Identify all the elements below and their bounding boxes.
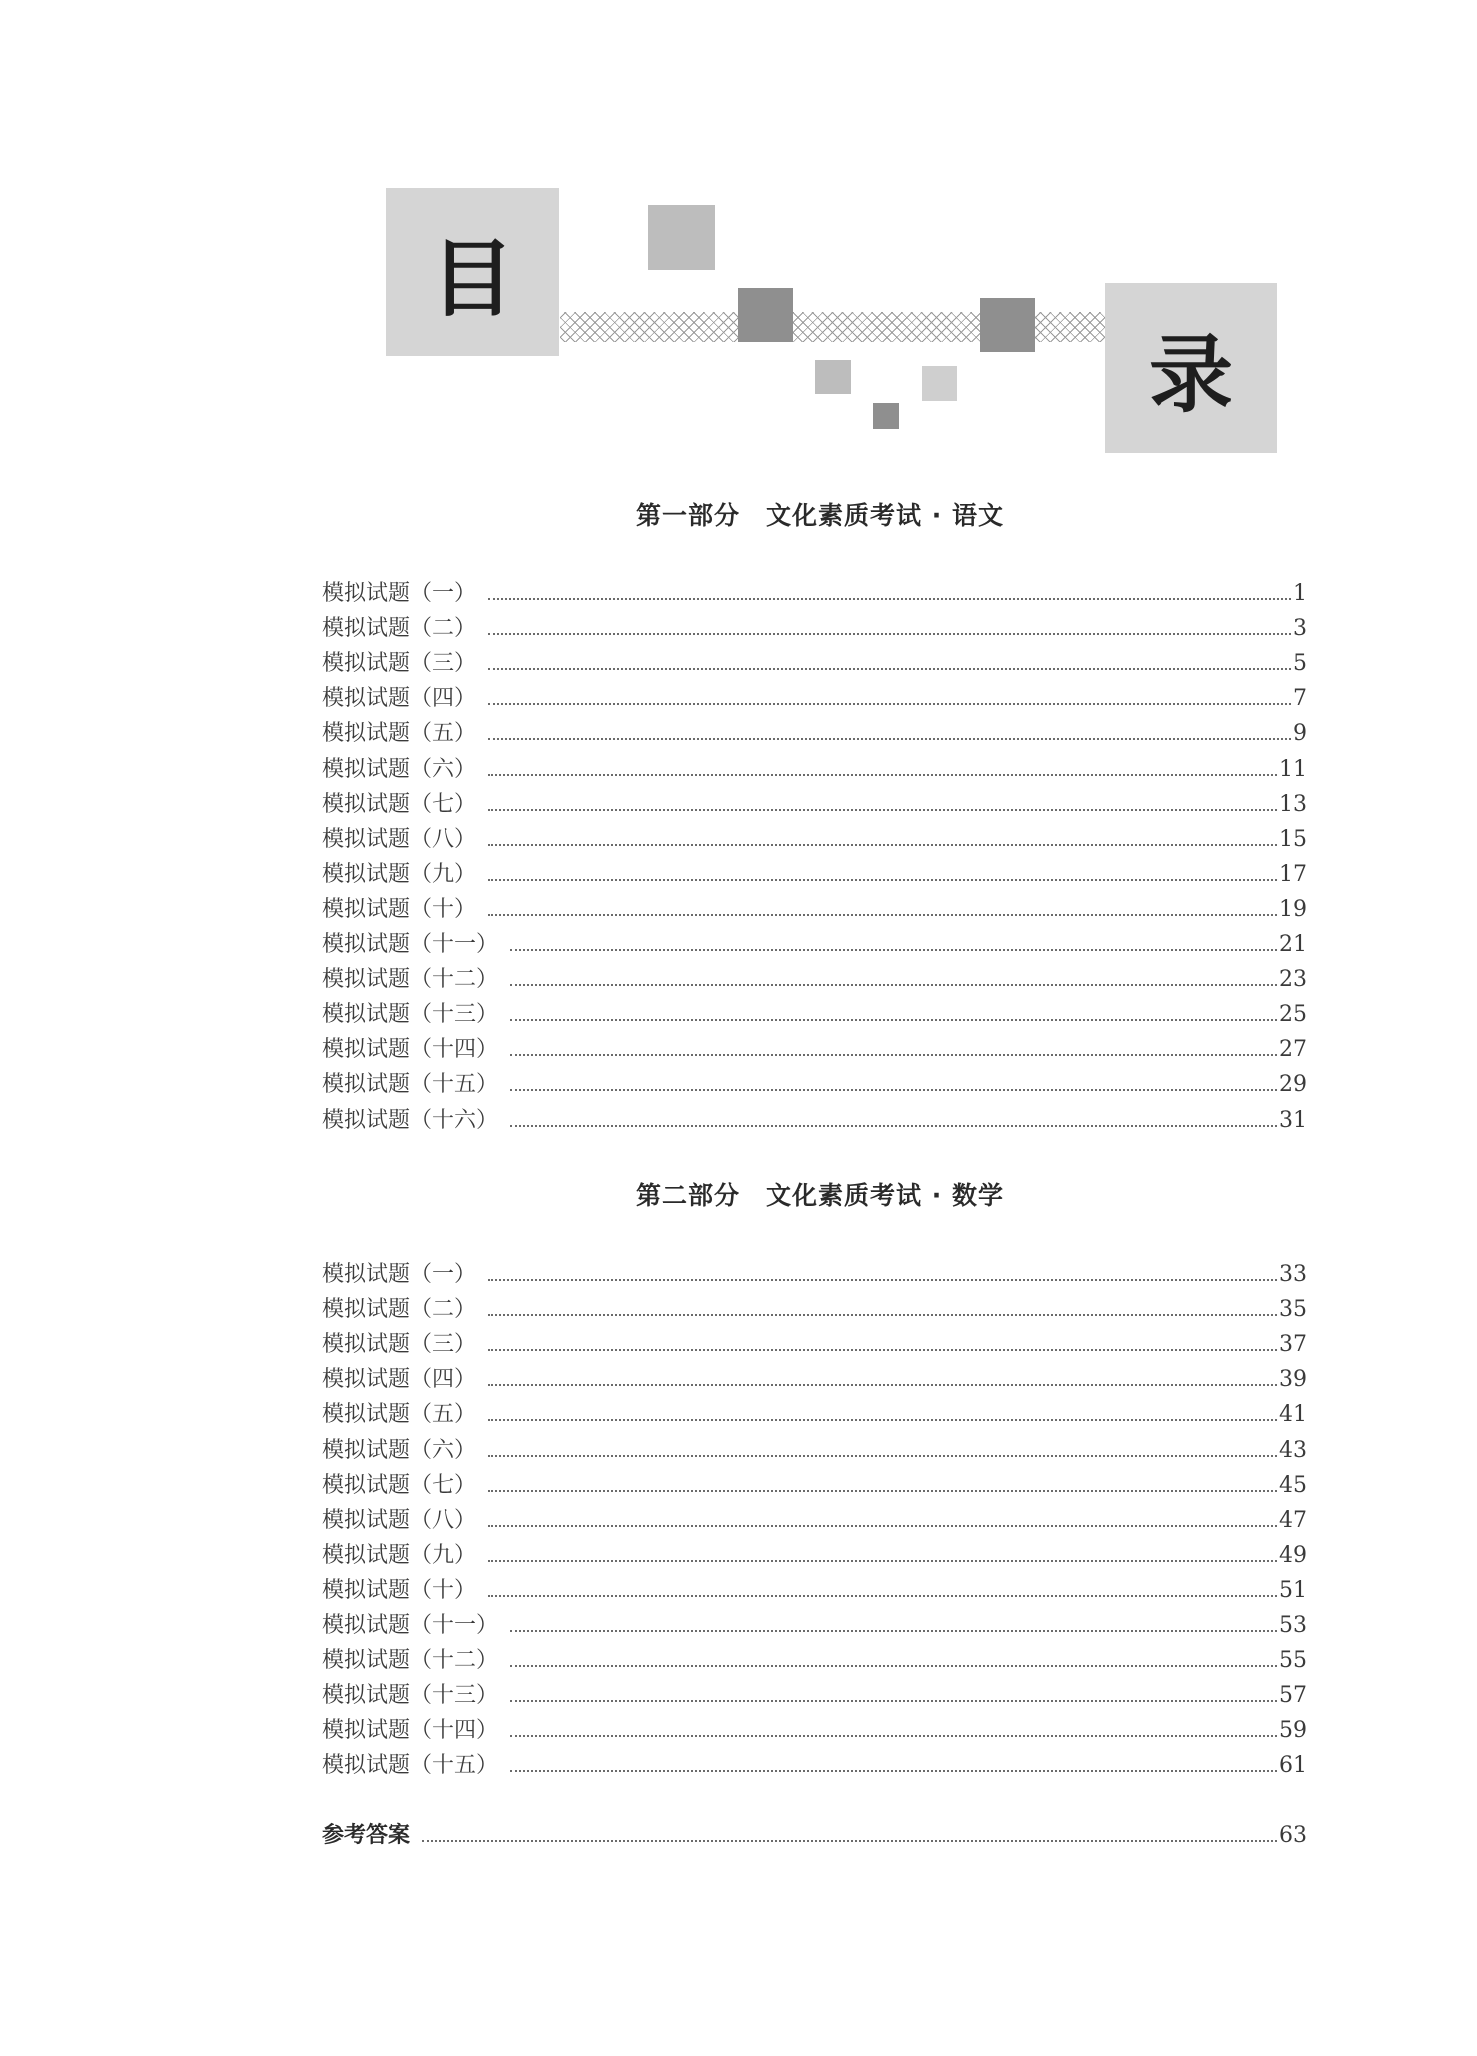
toc-entry[interactable] xyxy=(322,923,1307,958)
toc-entry[interactable] xyxy=(322,1428,1307,1463)
toc-entry-page: 29 xyxy=(1279,1072,1307,1098)
leader-dots xyxy=(422,1840,1277,1842)
toc-entry-page: 21 xyxy=(1279,932,1307,958)
toc-entry-label: 模拟试题（十四） xyxy=(322,1718,499,1744)
toc-entry-label: 模拟试题（六） xyxy=(322,756,477,782)
toc-entry-label: 参考答案 xyxy=(322,1823,411,1849)
toc-entry-label: 模拟试题（十六） xyxy=(322,1107,499,1133)
toc-entry-label: 模拟试题（四） xyxy=(322,686,477,712)
toc-entry-label: 模拟试题（二） xyxy=(322,616,477,642)
toc-entry-page: 43 xyxy=(1279,1437,1307,1463)
toc-entry[interactable] xyxy=(322,853,1307,888)
decor-square xyxy=(648,205,715,270)
toc-entry[interactable] xyxy=(322,993,1307,1028)
toc-entry-page: 5 xyxy=(1293,651,1307,677)
part2-title: 第二部分 文化素质考试 · 数学 xyxy=(636,1181,1004,1210)
toc-entry-label: 模拟试题（十二） xyxy=(322,967,499,993)
toc-entry-page: 51 xyxy=(1279,1577,1307,1603)
toc-entry-label: 模拟试题（七） xyxy=(322,1472,477,1498)
leader-dots xyxy=(510,1665,1277,1667)
toc-entry-label: 模拟试题（十三） xyxy=(322,1683,499,1709)
toc-entry[interactable] xyxy=(322,1499,1307,1534)
leader-dots xyxy=(488,1279,1277,1281)
toc-entry[interactable] xyxy=(322,1604,1307,1639)
toc-entry[interactable] xyxy=(322,1709,1307,1744)
leader-dots xyxy=(510,1700,1277,1702)
toc-entry[interactable] xyxy=(322,1674,1307,1709)
toc-entry-label: 模拟试题（十四） xyxy=(322,1037,499,1063)
toc-entry-page: 35 xyxy=(1279,1297,1307,1323)
leader-dots xyxy=(488,1525,1277,1527)
toc-entry-page: 11 xyxy=(1279,756,1307,782)
toc-entry[interactable] xyxy=(322,1393,1307,1428)
toc-entry-label: 模拟试题（三） xyxy=(322,1332,477,1358)
toc-entry[interactable] xyxy=(322,1358,1307,1393)
toc-entry-label: 模拟试题（十五） xyxy=(322,1072,499,1098)
toc-entry-page: 15 xyxy=(1279,826,1307,852)
leader-dots xyxy=(488,633,1291,635)
toc-entry-label: 模拟试题（一） xyxy=(322,581,477,607)
toc-entry[interactable] xyxy=(322,642,1307,677)
part1-title: 第一部分 文化素质考试 · 语文 xyxy=(636,501,1004,530)
leader-dots xyxy=(488,914,1277,916)
toc-entry-page: 33 xyxy=(1279,1262,1307,1288)
toc-entry-label: 模拟试题（三） xyxy=(322,651,477,677)
toc-entry-label: 模拟试题（七） xyxy=(322,791,477,817)
leader-dots xyxy=(488,738,1291,740)
toc-entry-page: 57 xyxy=(1279,1683,1307,1709)
toc-entry-label: 模拟试题（五） xyxy=(322,1402,477,1428)
toc-entry[interactable] xyxy=(322,1063,1307,1098)
leader-dots xyxy=(510,949,1277,951)
toc-entry-label: 模拟试题（十三） xyxy=(322,1002,499,1028)
decor-square xyxy=(922,366,957,401)
toc-entry-label: 模拟试题（十） xyxy=(322,896,477,922)
toc-entry-page: 1 xyxy=(1293,581,1307,607)
leader-dots xyxy=(488,1384,1277,1386)
toc-entry-label: 模拟试题（五） xyxy=(322,721,477,747)
leader-dots xyxy=(488,1595,1277,1597)
decor-square xyxy=(980,298,1035,352)
part1-toc-list xyxy=(322,572,1307,1134)
leader-dots xyxy=(488,844,1277,846)
leader-dots xyxy=(510,984,1277,986)
toc-entry-label: 模拟试题（十二） xyxy=(322,1648,499,1674)
toc-entry-label: 模拟试题（二） xyxy=(322,1297,477,1323)
leader-dots xyxy=(488,1314,1277,1316)
toc-entry[interactable] xyxy=(322,783,1307,818)
toc-entry[interactable] xyxy=(322,1028,1307,1063)
toc-entry[interactable] xyxy=(322,958,1307,993)
toc-entry[interactable] xyxy=(322,677,1307,712)
toc-entry-page: 49 xyxy=(1279,1542,1307,1568)
toc-entry-page: 47 xyxy=(1279,1507,1307,1533)
header-char-right: 录 xyxy=(1105,283,1277,453)
toc-entry[interactable] xyxy=(322,1253,1307,1288)
toc-entry[interactable] xyxy=(322,572,1307,607)
toc-entry-page: 39 xyxy=(1279,1367,1307,1393)
leader-dots xyxy=(488,598,1291,600)
leader-dots xyxy=(510,1089,1277,1091)
toc-entry-page: 59 xyxy=(1279,1718,1307,1744)
toc-entry[interactable] xyxy=(322,1288,1307,1323)
toc-entry-page: 61 xyxy=(1279,1753,1307,1779)
toc-entry-page: 9 xyxy=(1293,721,1307,747)
toc-header-graphic xyxy=(0,0,1477,470)
toc-entry-page: 27 xyxy=(1279,1037,1307,1063)
toc-entry[interactable] xyxy=(322,818,1307,853)
leader-dots xyxy=(488,879,1277,881)
toc-entry-label: 模拟试题（八） xyxy=(322,826,477,852)
leader-dots xyxy=(510,1630,1277,1632)
part2-toc-list xyxy=(322,1253,1307,1779)
header-char-left: 目 xyxy=(386,188,559,356)
toc-entry-page: 19 xyxy=(1279,896,1307,922)
toc-entry-page: 7 xyxy=(1293,686,1307,712)
toc-entry-page: 25 xyxy=(1279,1002,1307,1028)
toc-entry[interactable] xyxy=(322,712,1307,747)
leader-dots xyxy=(510,1019,1277,1021)
toc-entry[interactable] xyxy=(322,888,1307,923)
toc-entry[interactable] xyxy=(322,1569,1307,1604)
toc-entry-label: 模拟试题（九） xyxy=(322,861,477,887)
toc-entry-page: 55 xyxy=(1279,1648,1307,1674)
leader-dots xyxy=(488,1349,1277,1351)
toc-entry[interactable] xyxy=(322,1098,1307,1133)
toc-entry-label: 模拟试题（十） xyxy=(322,1577,477,1603)
toc-entry-page: 45 xyxy=(1279,1472,1307,1498)
toc-entry-page: 37 xyxy=(1279,1332,1307,1358)
toc-entry-page: 23 xyxy=(1279,967,1307,993)
toc-entry-label: 模拟试题（一） xyxy=(322,1262,477,1288)
leader-dots xyxy=(488,1455,1277,1457)
decor-square xyxy=(738,288,793,342)
toc-entry[interactable] xyxy=(322,1744,1307,1779)
leader-dots xyxy=(510,1125,1277,1127)
leader-dots xyxy=(488,809,1277,811)
toc-entry-page: 53 xyxy=(1279,1613,1307,1639)
toc-entry[interactable] xyxy=(322,1464,1307,1499)
toc-entry[interactable] xyxy=(322,1639,1307,1674)
leader-dots xyxy=(510,1735,1277,1737)
toc-entry-page: 13 xyxy=(1279,791,1307,817)
toc-entry-page: 31 xyxy=(1279,1107,1307,1133)
toc-entry-label: 模拟试题（九） xyxy=(322,1542,477,1568)
toc-entry[interactable] xyxy=(322,607,1307,642)
leader-dots xyxy=(510,1054,1277,1056)
toc-entry[interactable] xyxy=(322,1323,1307,1358)
toc-entry-label: 模拟试题（六） xyxy=(322,1437,477,1463)
leader-dots xyxy=(510,1770,1277,1772)
toc-entry-page: 17 xyxy=(1279,861,1307,887)
leader-dots xyxy=(488,1560,1277,1562)
toc-entry-label: 模拟试题（十一） xyxy=(322,1613,499,1639)
toc-entry-label: 模拟试题（十五） xyxy=(322,1753,499,1779)
decor-square xyxy=(873,403,899,429)
toc-entry[interactable] xyxy=(322,1534,1307,1569)
leader-dots xyxy=(488,1419,1277,1421)
leader-dots xyxy=(488,774,1277,776)
toc-entry-label: 模拟试题（八） xyxy=(322,1507,477,1533)
toc-entry-page: 3 xyxy=(1293,616,1307,642)
leader-dots xyxy=(488,668,1291,670)
toc-entry-answers[interactable] xyxy=(322,1814,1307,1849)
leader-dots xyxy=(488,703,1291,705)
toc-entry-label: 模拟试题（十一） xyxy=(322,932,499,958)
toc-entry-label: 模拟试题（四） xyxy=(322,1367,477,1393)
answers-toc-list xyxy=(322,1814,1307,1849)
decor-square xyxy=(815,360,851,394)
toc-entry[interactable] xyxy=(322,747,1307,782)
toc-entry-page: 63 xyxy=(1279,1823,1307,1849)
leader-dots xyxy=(488,1490,1277,1492)
toc-entry-page: 41 xyxy=(1279,1402,1307,1428)
